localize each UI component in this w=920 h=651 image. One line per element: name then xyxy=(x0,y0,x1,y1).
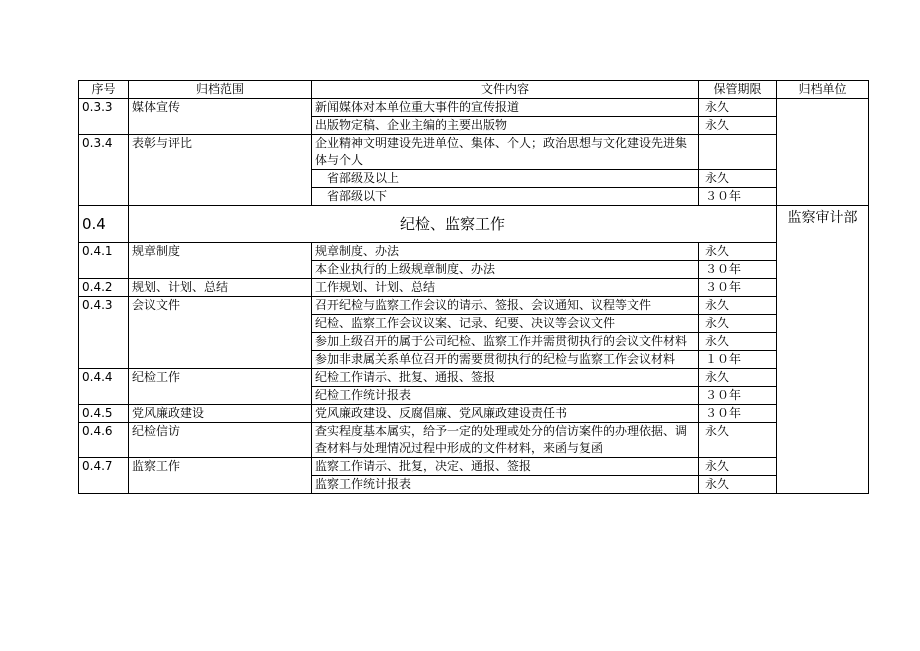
row-period: ３０年 xyxy=(699,279,777,297)
row-period xyxy=(699,135,777,170)
row-content: 省部级及以上 xyxy=(312,170,699,188)
unit-cell-upper xyxy=(777,99,869,206)
row-number: 0.4.4 xyxy=(79,369,129,405)
row-scope: 纪检信访 xyxy=(129,423,312,458)
table-row xyxy=(79,369,869,387)
row-content: 省部级以下 xyxy=(312,188,699,206)
table-row xyxy=(79,243,869,261)
archive-table xyxy=(78,80,869,494)
row-content: 查实程度基本属实，给予一定的处理或处分的信访案件的办理依据、调查材料与处理情况过程中形成的文件材料，来函与复函 xyxy=(312,423,699,458)
header-unit: 归档单位 xyxy=(777,81,869,99)
row-period: ３０年 xyxy=(699,188,777,206)
row-content: 本企业执行的上级规章制度、办法 xyxy=(312,261,699,279)
section-row xyxy=(79,206,869,243)
table-row xyxy=(79,423,869,458)
table-row xyxy=(79,279,869,297)
row-period: 永久 xyxy=(699,333,777,351)
row-period: ３０年 xyxy=(699,387,777,405)
row-content: 出版物定稿、企业主编的主要出版物 xyxy=(312,117,699,135)
row-content: 纪检工作请示、批复、通报、签报 xyxy=(312,369,699,387)
row-period: 永久 xyxy=(699,117,777,135)
unit-cell xyxy=(777,206,869,494)
row-period: 永久 xyxy=(699,369,777,387)
row-number: 0.4.7 xyxy=(79,458,129,494)
row-number: 0.4.6 xyxy=(79,423,129,458)
row-period: ３０年 xyxy=(699,405,777,423)
row-content: 召开纪检与监察工作会议的请示、签报、会议通知、议程等文件 xyxy=(312,297,699,315)
header-content: 文件内容 xyxy=(312,81,699,99)
row-scope: 规划、计划、总结 xyxy=(129,279,312,297)
table-header-row xyxy=(79,81,869,99)
table-row xyxy=(79,458,869,476)
table-row xyxy=(79,405,869,423)
header-scope: 归档范围 xyxy=(129,81,312,99)
row-period: 永久 xyxy=(699,297,777,315)
section-title: 纪检、监察工作 xyxy=(129,206,777,243)
row-period: 永久 xyxy=(699,170,777,188)
row-scope: 纪检工作 xyxy=(129,369,312,405)
row-number: 0.3.4 xyxy=(79,135,129,206)
row-content: 参加非隶属关系单位召开的需要贯彻执行的纪检与监察工作会议材料 xyxy=(312,351,699,369)
row-scope: 规章制度 xyxy=(129,243,312,279)
row-period: 永久 xyxy=(699,423,777,458)
row-scope: 表彰与评比 xyxy=(129,135,312,206)
header-period: 保管期限 xyxy=(699,81,777,99)
row-period: 永久 xyxy=(699,315,777,333)
row-content: 监察工作统计报表 xyxy=(312,476,699,494)
row-content: 新闻媒体对本单位重大事件的宣传报道 xyxy=(312,99,699,117)
row-content: 参加上级召开的属于公司纪检、监察工作并需贯彻执行的会议文件材料 xyxy=(312,333,699,351)
row-number: 0.4.1 xyxy=(79,243,129,279)
row-scope: 党风廉政建设 xyxy=(129,405,312,423)
row-number: 0.3.3 xyxy=(79,99,129,135)
row-content: 党风廉政建设、反腐倡廉、党风廉政建设责任书 xyxy=(312,405,699,423)
row-period: １０年 xyxy=(699,351,777,369)
row-scope: 媒体宣传 xyxy=(129,99,312,135)
row-period: 永久 xyxy=(699,243,777,261)
row-period: ３０年 xyxy=(699,261,777,279)
row-content: 纪检、监察工作会议议案、记录、纪要、决议等会议文件 xyxy=(312,315,699,333)
row-number: 0.4.5 xyxy=(79,405,129,423)
row-content: 监察工作请示、批复，决定、通报、签报 xyxy=(312,458,699,476)
row-number: 0.4.2 xyxy=(79,279,129,297)
row-content: 企业精神文明建设先进单位、集体、个人；政治思想与文化建设先进集体与个人 xyxy=(312,135,699,170)
unit-label: 监察审计部 xyxy=(787,210,858,226)
row-content: 规章制度、办法 xyxy=(312,243,699,261)
header-no: 序号 xyxy=(79,81,129,99)
table-row xyxy=(79,135,869,170)
row-period: 永久 xyxy=(699,476,777,494)
row-period: 永久 xyxy=(699,458,777,476)
row-scope: 会议文件 xyxy=(129,297,312,369)
row-scope: 监察工作 xyxy=(129,458,312,494)
row-number: 0.4.3 xyxy=(79,297,129,369)
row-content: 纪检工作统计报表 xyxy=(312,387,699,405)
section-number: 0.4 xyxy=(79,206,129,243)
row-content: 工作规划、计划、总结 xyxy=(312,279,699,297)
row-period: 永久 xyxy=(699,99,777,117)
table-row xyxy=(79,297,869,315)
table-row xyxy=(79,99,869,117)
